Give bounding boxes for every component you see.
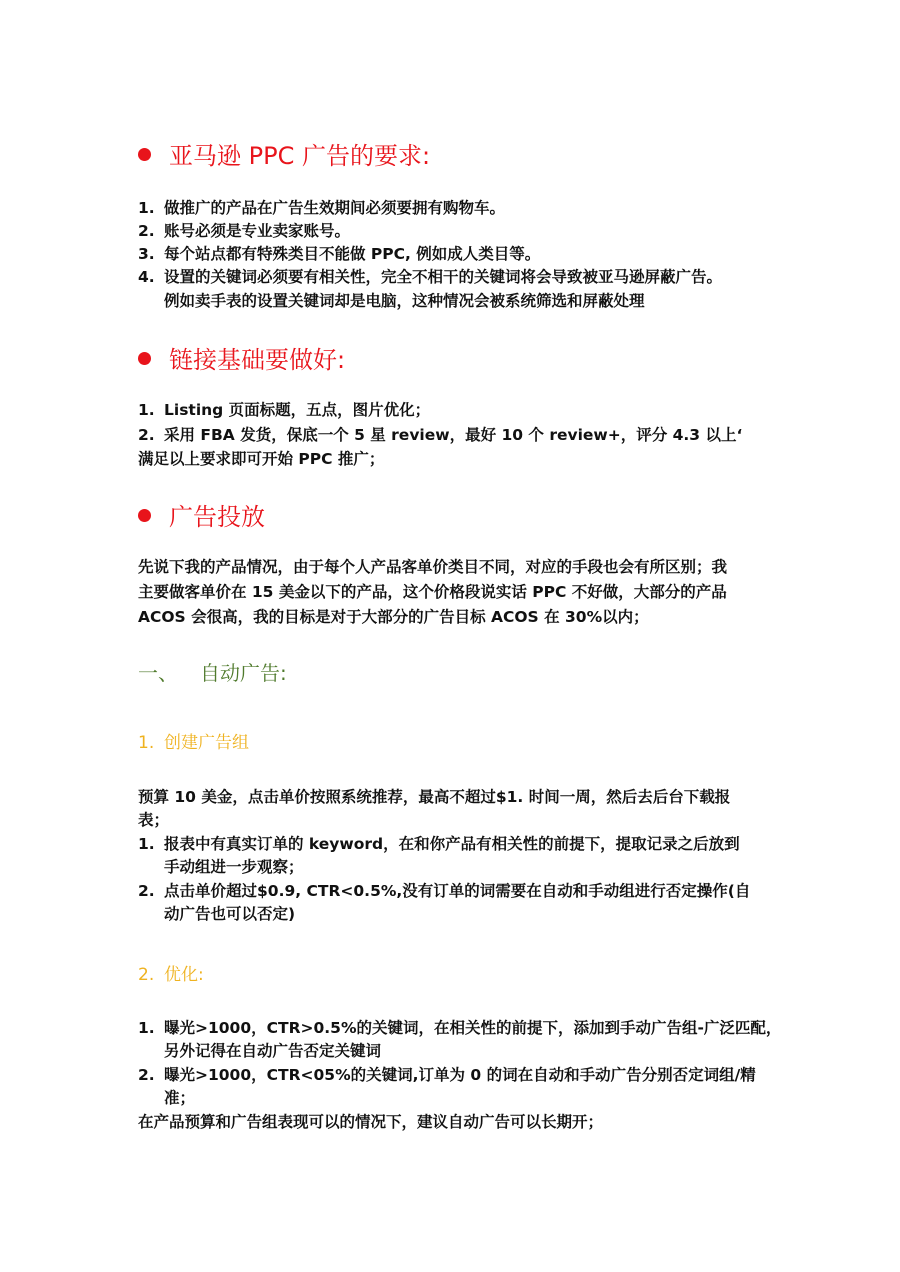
paragraph-line: 主要做客单价在 15 美金以下的产品，这个价格段说实话 PPC 不好做，大部分的产品 [138, 583, 727, 601]
sub-heading-optimization: 2. 优化: [138, 965, 204, 985]
section-heading-ad-placement: 广告投放 [138, 497, 265, 532]
list-item: 2. 点击单价超过$0.9, CTR<0.5%,没有订单的词需要在自动和手动组进行否定操作(自 [138, 882, 751, 900]
list-item-continuation: 另外记得在自动广告否定关键词 [164, 1042, 382, 1060]
list-item-continuation: 手动组进一步观察； [164, 858, 304, 876]
list-item: 1. 曝光>1000，CTR>0.5%的关键词，在相关性的前提下，添加到手动广告组-广泛匹配， [138, 1019, 782, 1037]
list-item-continuation: 动广告也可以否定) [164, 905, 296, 923]
bullet-icon [138, 509, 151, 522]
list-item-continuation: 例如卖手表的设置关键词却是电脑，这种情况会被系统筛选和屏蔽处理 [164, 292, 645, 310]
list-item: 4. 设置的关键词必须要有相关性，完全不相干的关键词将会导致被亚马逊屏蔽广告。 [138, 268, 723, 286]
list-item: 2. 采用 FBA 发货，保底一个 5 星 review，最好 10 个 review+，评分 4.3 以上‘ [138, 426, 743, 444]
list-item: 1. Listing 页面标题，五点，图片优化； [138, 401, 431, 419]
list-item: 1. 做推广的产品在广告生效期间必须要拥有购物车。 [138, 199, 506, 217]
paragraph-line: 预算 10 美金，点击单价按照系统推荐，最高不超过$1. 时间一周，然后去后台下载报 [138, 788, 731, 806]
list-item-continuation: 准； [164, 1089, 196, 1107]
bullet-icon [138, 148, 151, 161]
sub-heading-create-ad-group: 1. 创建广告组 [138, 733, 249, 753]
list-item: 1. 报表中有真实订单的 keyword，在和你产品有相关性的前提下，提取记录之后放到 [138, 835, 740, 853]
bullet-icon [138, 352, 151, 365]
section-heading-listing-basics: 链接基础要做好: [138, 340, 345, 375]
subsection-heading-auto-ads: 一、 自动广告: [138, 661, 287, 685]
list-item: 2. 账号必须是专业卖家账号。 [138, 222, 351, 240]
paragraph-line: 先说下我的产品情况，由于每个人产品客单价类目不同，对应的手段也会有所区别；我 [138, 558, 728, 576]
section-heading-ppc-requirements: 亚马逊 PPC 广告的要求: [138, 136, 430, 171]
paragraph-line: 表； [138, 811, 170, 829]
list-item: 3. 每个站点都有特殊类目不能做 PPC, 例如成人类目等。 [138, 245, 541, 263]
note-text: 满足以上要求即可开始 PPC 推广； [138, 450, 385, 468]
paragraph-line: ACOS 会很高，我的目标是对于大部分的广告目标 ACOS 在 30%以内； [138, 608, 649, 626]
list-item: 2. 曝光>1000，CTR<05%的关键词,订单为 0 的词在自动和手动广告分别否定词组/精 [138, 1066, 756, 1084]
note-text: 在产品预算和广告组表现可以的情况下，建议自动广告可以长期开； [138, 1113, 604, 1131]
